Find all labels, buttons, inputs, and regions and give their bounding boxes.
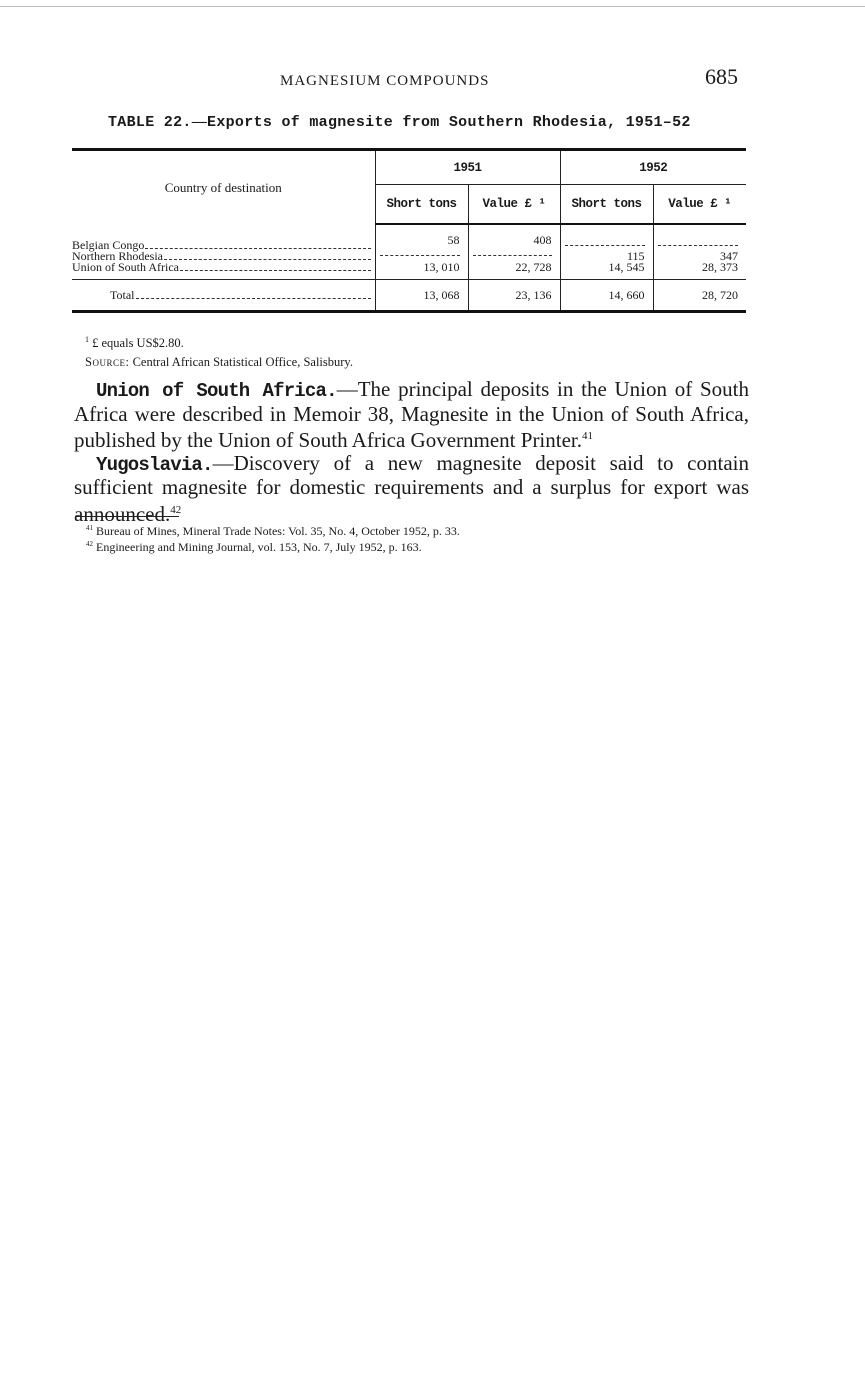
value-1952-header: Value £ ¹ (653, 185, 746, 225)
total-value-1951: 23, 136 (468, 280, 560, 312)
total-label: Total (110, 287, 135, 302)
year-header-1952: 1952 (560, 150, 746, 185)
tons-1951: 13, 010 (375, 262, 468, 280)
top-border (0, 6, 865, 7)
table-row (72, 262, 746, 280)
country-name: Union of South Africa (72, 260, 179, 274)
value-1951: 408 (468, 224, 560, 251)
country-name: Northern Rhodesia (72, 249, 163, 263)
exports-table (72, 148, 746, 313)
footnote-42: $^{42}$ Engineering and Mining Journal, vol. 153, No. 7, July 1952, p. 163. (86, 540, 422, 554)
table-caption: Exports of magnesite from Southern Rhodesia, 1951–52 (207, 114, 691, 131)
title-dash: — (191, 114, 208, 130)
table-notes (85, 330, 353, 372)
currency-footnote: $^1$ £ equals US$2.80. (85, 335, 184, 351)
table-title (108, 114, 691, 131)
short-tons-1951-header: Short tons (375, 185, 468, 225)
tons-1951: 58 (375, 224, 468, 251)
country-column-header: Country of destination (72, 150, 375, 225)
paragraph-yugoslavia: Yugoslavia.—Discovery of a new magnesite deposit said to contain sufficient magnesite for domestic requirements and a surplus for export was announced.$^{42}$ (74, 450, 749, 526)
short-tons-1952-header: Short tons (560, 185, 653, 225)
value-1951-header: Value £ ¹ (468, 185, 560, 225)
footnotes (86, 522, 460, 554)
total-value-1952: 28, 720 (653, 280, 746, 312)
value-1952: 347 (653, 251, 746, 262)
footnote-41: $^{41}$ Bureau of Mines, Mineral Trade Notes: Vol. 35, No. 4, October 1952, p. 33. (86, 524, 460, 538)
running-head: MAGNESIUM COMPOUNDS (280, 73, 490, 89)
value-1951: 22, 728 (468, 262, 560, 280)
value-1952: 28, 373 (653, 262, 746, 280)
year-header-1951: 1951 (375, 150, 560, 185)
table-row (72, 224, 746, 251)
tons-1952: 14, 545 (560, 262, 653, 280)
total-row (72, 280, 746, 312)
body-text (74, 378, 749, 525)
total-tons-1952: 14, 660 (560, 280, 653, 312)
paragraph-union-of-south-africa: Union of South Africa.—The principal deposits in the Union of South Africa were described in Memoir 38, Magnesite in the Union of South Africa, published by the Union of South Africa Government Printer.$^{41}$ (74, 377, 749, 452)
tons-1952: 115 (560, 251, 653, 262)
footnote-rule (75, 516, 179, 517)
country-name: Belgian Congo (72, 238, 145, 252)
table-label: TABLE 22. (108, 114, 192, 131)
source-note: Source: Central African Statistical Office, Salisbury. (85, 355, 353, 370)
page-number: 685 (705, 64, 738, 89)
total-tons-1951: 13, 068 (375, 280, 468, 312)
